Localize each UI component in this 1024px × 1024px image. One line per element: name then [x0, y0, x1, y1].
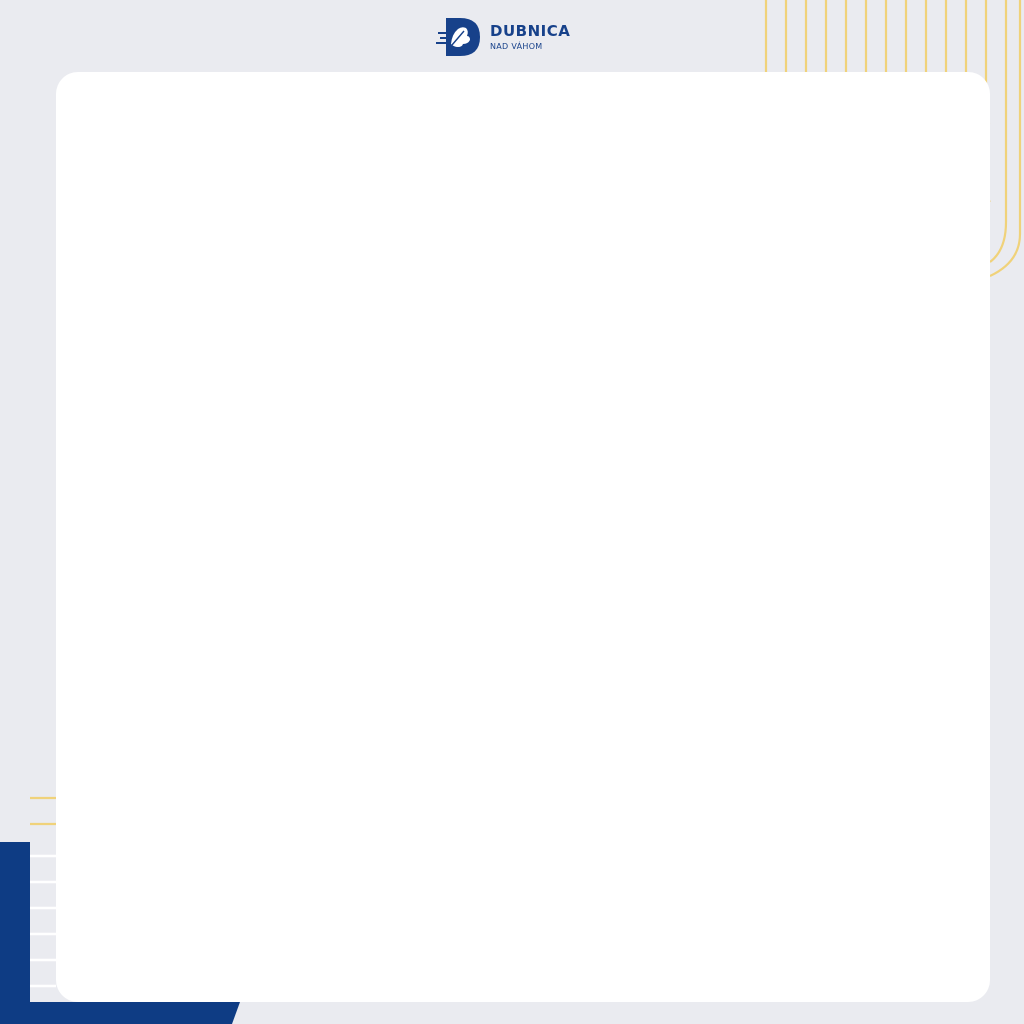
- oak-leaf-d-icon: [436, 16, 482, 58]
- dubnica-logo[interactable]: [436, 16, 570, 58]
- logo-subtitle: NAD VÁHOM: [490, 41, 543, 51]
- gold-dash-lines: [30, 798, 56, 824]
- logo-name: DUBNICA: [490, 21, 571, 40]
- notice-card: [56, 72, 990, 1002]
